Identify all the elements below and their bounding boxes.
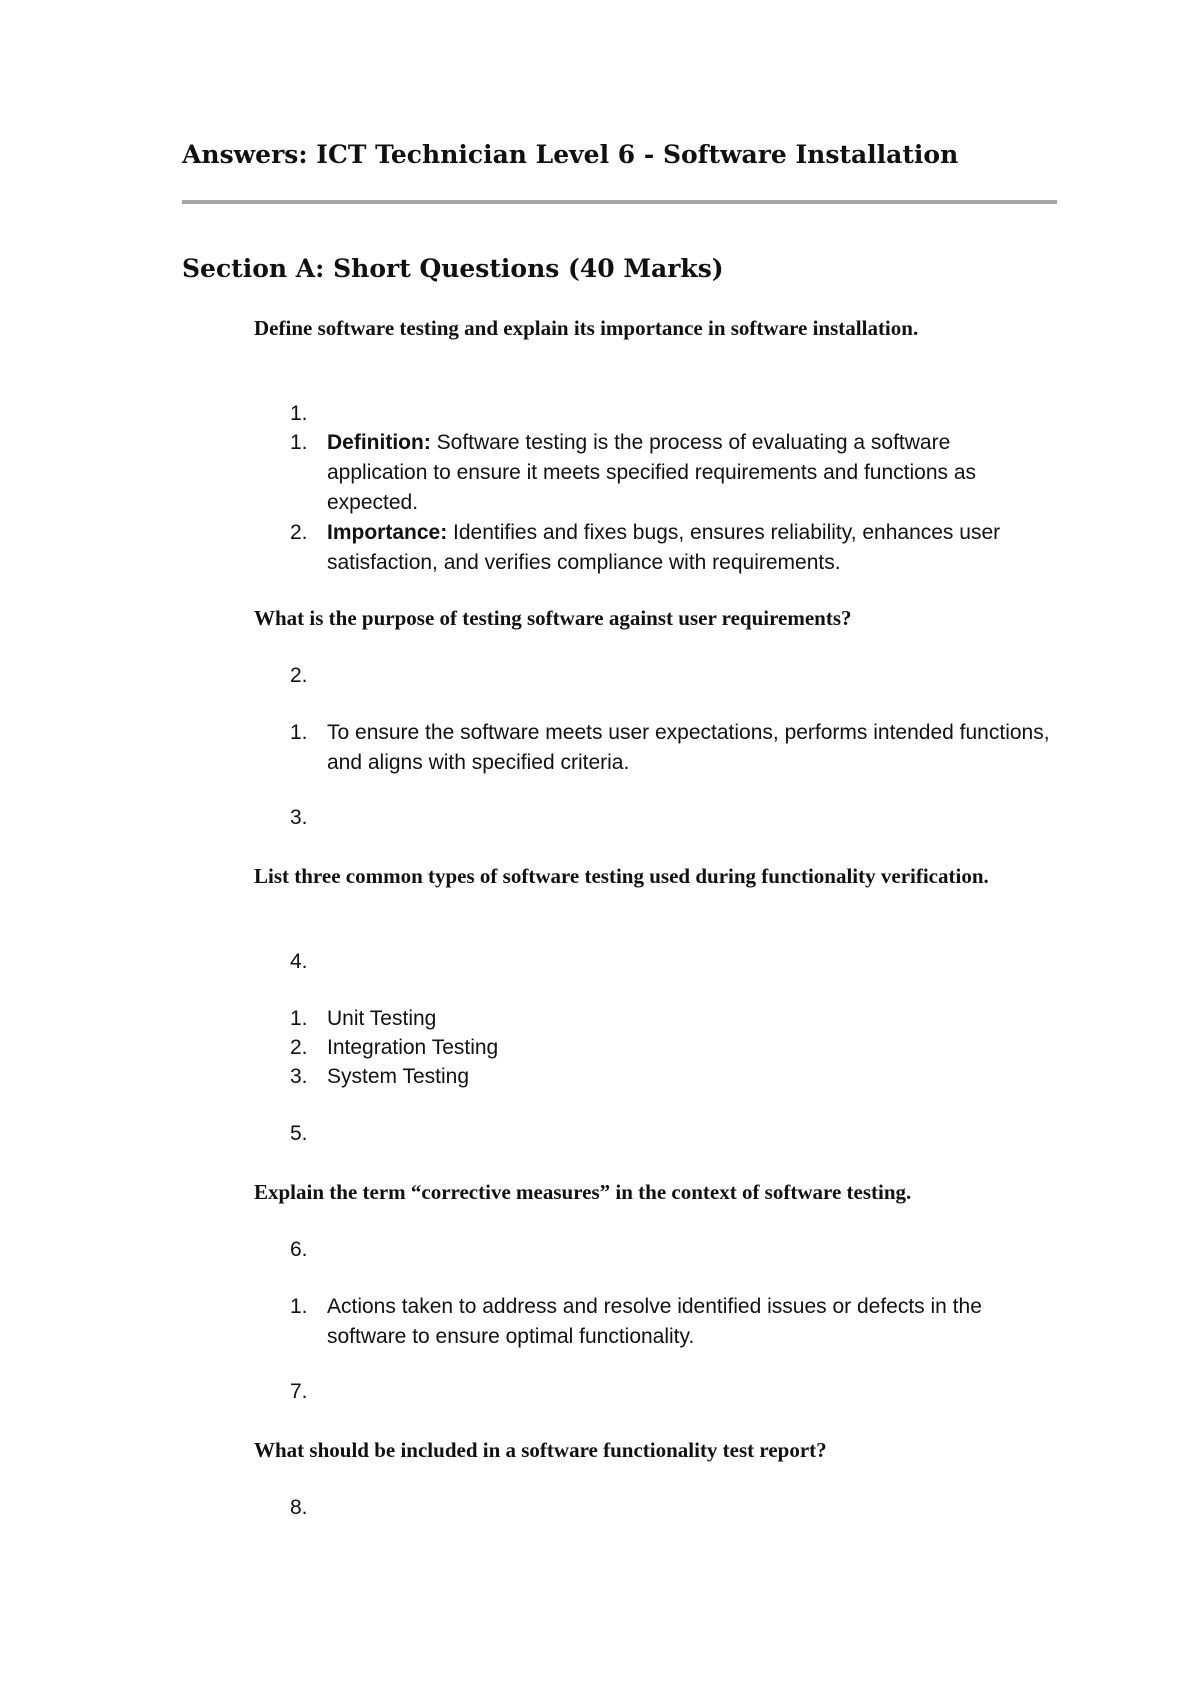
question-3: List three common types of software testing used during functionality verification. — [254, 864, 989, 888]
answer-number: 2. — [290, 521, 308, 544]
answer-item — [290, 718, 1050, 778]
question-4: Explain the term “corrective measures” in the context of software testing. — [254, 1180, 912, 1204]
answer-item — [290, 518, 1050, 578]
list-number: 4. — [290, 950, 308, 973]
answer-item — [290, 1033, 1050, 1063]
list-number: 3. — [290, 806, 308, 829]
list-number: 1. — [290, 402, 308, 425]
answer-text: Actions taken to address and resolve identified issues or defects in the software to ensure optimal functionality. — [327, 1295, 982, 1348]
list-number: 7. — [290, 1380, 308, 1403]
answer-number: 1. — [290, 431, 308, 454]
question-1: Define software testing and explain its importance in software installation. — [254, 316, 919, 340]
answer-text: Integration Testing — [327, 1036, 499, 1059]
answer-text: To ensure the software meets user expectations, performs intended functions, and aligns with specified criteria. — [327, 721, 1050, 774]
question-5: What should be included in a software functionality test report? — [254, 1438, 827, 1462]
title-divider — [182, 200, 1057, 204]
answer-number: 1. — [290, 1007, 308, 1030]
answer-term: Importance: — [327, 521, 448, 544]
answer-text: System Testing — [327, 1065, 470, 1088]
answer-item — [290, 1004, 1050, 1034]
list-number: 8. — [290, 1496, 308, 1519]
answer-text: Identifies and fixes bugs, ensures reliability, enhances user satisfaction, and verifies compliance with requirements. — [327, 521, 1001, 574]
answer-number: 1. — [290, 1295, 308, 1318]
answer-number: 1. — [290, 721, 308, 744]
answer-item — [290, 1292, 1050, 1352]
answer-text: Software testing is the process of evaluating a software application to ensure it meets specified requirements and functions as expected. — [327, 431, 977, 514]
section-title: Section A: Short Questions (40 Marks) — [182, 254, 724, 283]
list-number: 2. — [290, 664, 308, 687]
answer-number: 2. — [290, 1036, 308, 1059]
document-title: Answers: ICT Technician Level 6 - Software Installation — [182, 140, 959, 169]
list-number: 6. — [290, 1238, 308, 1261]
answer-text: Unit Testing — [327, 1007, 437, 1030]
answer-item — [290, 1062, 1050, 1092]
list-number: 5. — [290, 1122, 308, 1145]
answer-number: 3. — [290, 1065, 308, 1088]
answer-item — [290, 428, 1050, 518]
answer-term: Definition: — [327, 431, 431, 454]
question-2: What is the purpose of testing software against user requirements? — [254, 606, 852, 630]
